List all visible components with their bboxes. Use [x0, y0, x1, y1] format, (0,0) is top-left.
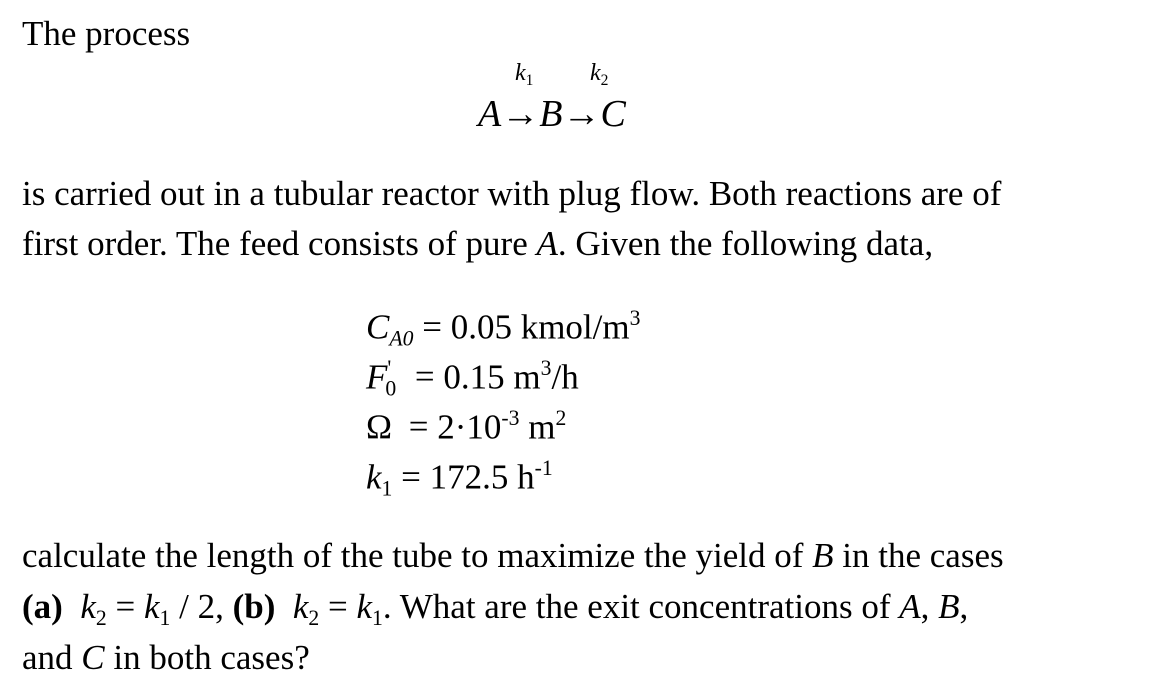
paragraph-2-line-2: (a) $k_2 = k_1 / 2$, (b) $k_2 = k_1$. What are the exit concentrations of A, B,: [22, 587, 969, 630]
arrow-icon: →: [501, 93, 540, 135]
paragraph-1-line-2: first order. The feed consists of pure A. Given the following data,: [22, 224, 934, 263]
case-a-label: (a): [22, 587, 63, 626]
rate-constant-k1: $k_1$: [515, 60, 534, 89]
data-row-ca0: $C_{A0} = 0.05$ kmol/$m^3$: [366, 306, 641, 351]
paragraph-2-line-3: and C in both cases?: [22, 638, 310, 677]
rate-constant-k2: $k_2$: [590, 60, 609, 89]
case-b-label: (b): [232, 587, 276, 626]
species-C: C: [600, 93, 626, 135]
data-row-f0: $F'_0 = 0.15$ $m^3/h$: [366, 356, 579, 401]
species-A: A: [478, 93, 502, 135]
intro-text: The process: [22, 14, 191, 53]
data-row-k1: $k_1 = 172.5$ $h^{-1}$: [366, 456, 553, 501]
reaction-equation: [478, 92, 626, 136]
paragraph-1-line-1: is carried out in a tubular reactor with plug flow. Both reactions are of: [22, 174, 1002, 213]
arrow-icon: →: [562, 93, 601, 135]
species-B: B: [539, 93, 563, 135]
paragraph-2-line-1: calculate the length of the tube to maximize the yield of B in the cases: [22, 536, 1004, 575]
data-row-omega: $\Omega = 2\cdot 10^{-3}$ $m^2$: [366, 406, 567, 447]
